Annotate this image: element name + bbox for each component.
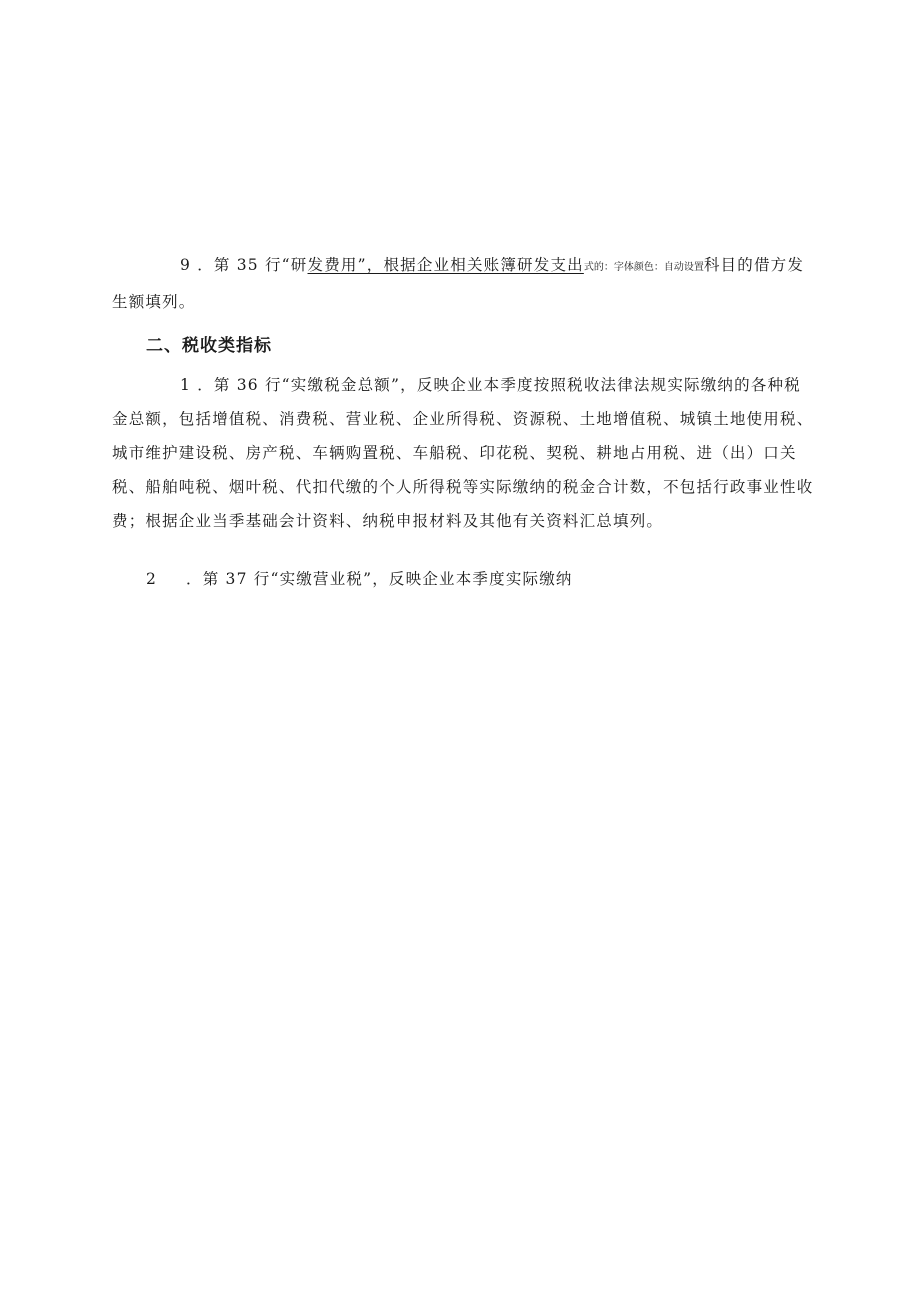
item-2-text: ．第 37 行“实缴营业税”，反映企业本季度实际缴纳 [186, 570, 573, 588]
item-2-paragraph [112, 562, 817, 596]
item-1-number: 1 [180, 376, 192, 394]
item-1-text: ．第 36 行“实缴税金总额”，反映企业本季度按照税收法律法规实际缴纳的各种税金总额，包括增值税、消费税、营业税、企业所得税、资源税、土地增值税、城镇土地使用税、城市维护建设税、房产税、车辆购置税、车船税、印花税、契税、耕地占用税、进（出）口关税、船舶吨税、烟叶税、代扣代缴的个人所得税等实际缴纳的税金合计数，不包括行政事业性收费；根据企业当季基础会计资料、纳税申报材料及其他有关资料汇总填列。 [112, 376, 814, 530]
item-9-paragraph [112, 248, 817, 319]
section-2-heading: 二、税收类指标 [146, 336, 272, 356]
item-9-prefix: ．第 35 行“研 [197, 256, 308, 274]
item-9-underlined-text: 发费用”，根据企业相关账簿研发支出 [307, 256, 584, 274]
item-9-number: 9 [180, 256, 192, 274]
item-9-format-note: 式的：字体颜色：自动设置 [583, 262, 704, 273]
item-2-number: 2 [146, 570, 158, 588]
item-9-suffix: 科目的借方发生额填列。 [112, 256, 805, 311]
item-1-paragraph [112, 368, 817, 538]
